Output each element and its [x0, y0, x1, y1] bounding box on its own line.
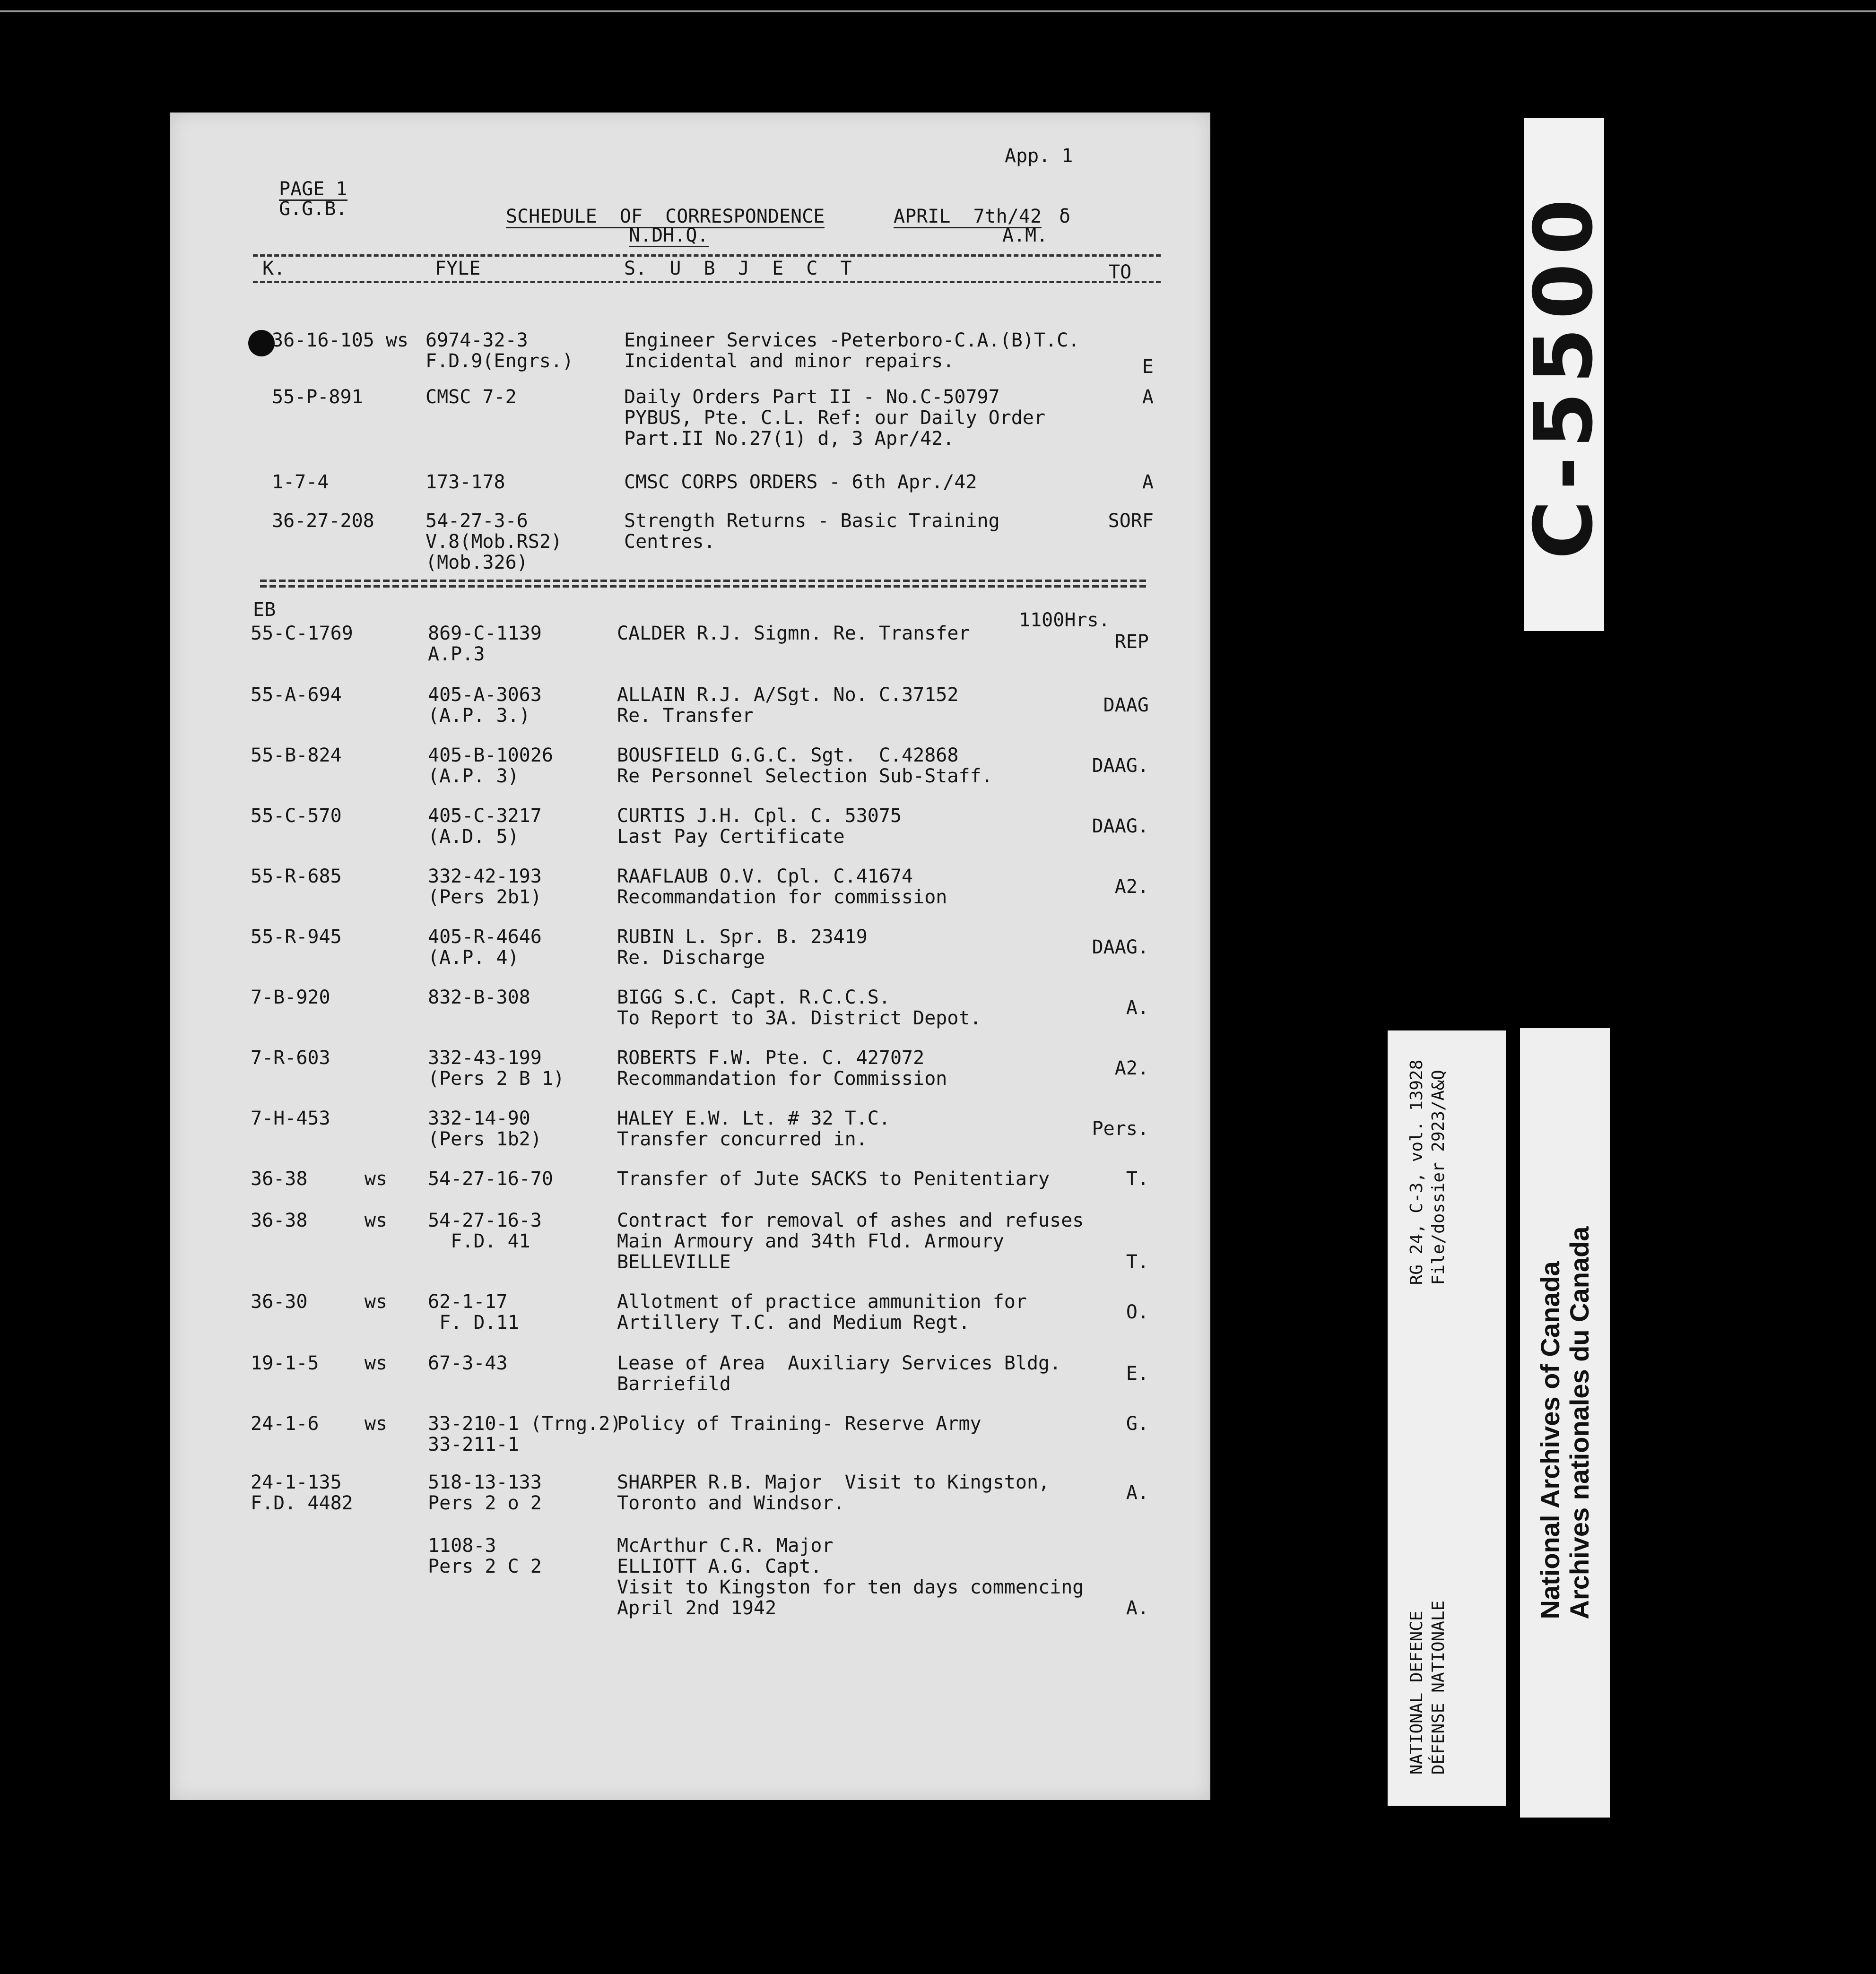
entry-addressee: A.	[1126, 997, 1149, 1019]
archive-reference-line2: File/dossier 2923/A&Q	[1429, 1070, 1448, 1285]
entry-addressee: A	[1142, 386, 1154, 408]
entry-subject: Re. Discharge	[617, 947, 765, 969]
entry-file-number: 7-B-920	[251, 987, 330, 1008]
entry-fyle: 173-178	[426, 471, 505, 493]
national-archives-french: Archives nationales du Canada	[1564, 1226, 1594, 1619]
archive-reference-stamp	[1388, 1030, 1506, 1806]
entry-addressee: G.	[1126, 1413, 1149, 1435]
entry-subject: Allotment of practice ammunition for	[617, 1291, 1027, 1313]
entry-file-number: 1-7-4	[272, 471, 329, 493]
entry-subject: Centres.	[624, 531, 715, 553]
entry-subject: Incidental and minor repairs.	[624, 350, 955, 372]
entry-fyle: (Pers 2 B 1)	[428, 1068, 565, 1090]
entry-fyle: F. D.11	[428, 1312, 519, 1333]
entry-fyle: V.8(Mob.RS2)	[426, 531, 562, 553]
film-border-rule	[0, 10, 1876, 12]
entry-addressee: DAAG.	[1092, 755, 1149, 777]
entry-subject: Artillery T.C. and Medium Regt.	[617, 1312, 970, 1333]
entry-subject: CALDER R.J. Sigmn. Re. Transfer	[617, 623, 970, 644]
entry-subject: Recommandation for Commission	[617, 1068, 947, 1090]
entry-fyle: CMSC 7-2	[426, 386, 517, 408]
entry-fyle: 405-C-3217	[428, 805, 542, 827]
entry-fyle: (A.P. 4)	[428, 947, 519, 969]
entry-subject: Visit to Kingston for ten days commencing	[617, 1576, 1084, 1598]
column-header-to: TO	[1109, 261, 1132, 283]
header-rule-top	[253, 254, 1161, 257]
entry-file-number: 55-R-945	[251, 926, 342, 948]
entry-subject: Part.II No.27(1) d, 3 Apr/42.	[624, 428, 955, 450]
entry-fyle: 332-43-199	[428, 1047, 542, 1069]
entry-addressee: DAAG	[1103, 694, 1149, 716]
entry-file-number: 55-B-824	[251, 745, 342, 766]
entry-fyle: F.D. 41	[428, 1230, 530, 1252]
entry-file-number: 55-C-1769	[251, 623, 353, 644]
entry-fyle: Pers 2 o 2	[428, 1492, 542, 1514]
entry-fyle: 62-1-17	[428, 1291, 508, 1313]
entry-fyle: 33-211-1	[428, 1434, 519, 1455]
entry-addressee: Pers.	[1092, 1118, 1149, 1140]
entry-fyle: (Pers 2b1)	[428, 886, 542, 908]
entry-subject: To Report to 3A. District Depot.	[617, 1007, 981, 1029]
entry-file-number: 36-27-208	[272, 510, 374, 532]
entry-addressee: SORF	[1108, 510, 1154, 532]
entry-subject: BIGG S.C. Capt. R.C.C.S.	[617, 987, 890, 1008]
reel-number-strip	[1517, 118, 1611, 631]
entry-subject: ELLIOTT A.G. Capt.	[617, 1556, 822, 1577]
entry-fyle: (A.P. 3)	[428, 765, 519, 787]
reel-number: C-5500	[1517, 190, 1611, 559]
entry-file-number: 36-38 ws	[251, 1210, 387, 1231]
entry-addressee: A2.	[1114, 876, 1149, 898]
entry-fyle: (A.P. 3.)	[428, 705, 530, 727]
entry-subject: Lease of Area Auxiliary Services Bldg.	[617, 1352, 1061, 1374]
entry-file-number: 55-P-891	[272, 386, 363, 408]
entry-fyle: 1108-3	[428, 1535, 496, 1557]
entry-subject: Transfer of Jute SACKS to Penitentiary	[617, 1168, 1050, 1190]
entry-file-number: 24-1-6 ws	[251, 1413, 387, 1435]
entry-fyle: F.D.9(Engrs.)	[426, 350, 574, 372]
entry-fyle: 54-27-16-70	[428, 1168, 553, 1190]
entry-addressee: A2.	[1114, 1057, 1149, 1079]
initials: G.G.B.	[279, 198, 347, 220]
entry-subject: Main Armoury and 34th Fld. Armoury	[617, 1230, 1004, 1252]
entry-fyle: 6974-32-3	[426, 329, 528, 351]
column-header-subject: S. U B J E C T	[624, 258, 852, 279]
entry-subject: Strength Returns - Basic Training	[624, 510, 1000, 532]
time-of-day: A.M.	[1002, 225, 1048, 246]
entry-subject: ALLAIN R.J. A/Sgt. No. C.37152	[617, 684, 959, 706]
date-mark: δ	[1059, 206, 1071, 227]
defence-stamp-line2: DÉFENSE NATIONALE	[1429, 1600, 1448, 1775]
section-time: 1100Hrs.	[1019, 609, 1110, 631]
defence-stamp-line1: NATIONAL DEFENCE	[1407, 1610, 1426, 1775]
entry-subject: Re Personnel Selection Sub-Staff.	[617, 765, 993, 787]
source-office: N.DH.Q.	[629, 225, 709, 246]
entry-subject: Transfer concurred in.	[617, 1128, 868, 1150]
entry-addressee: T.	[1126, 1168, 1149, 1190]
section-separator	[260, 580, 1149, 590]
national-archives-english: National Archives of Canada	[1535, 1261, 1565, 1619]
section-marker: EB	[253, 599, 276, 621]
entry-subject: HALEY E.W. Lt. # 32 T.C.	[617, 1108, 890, 1129]
punch-hole	[248, 330, 275, 356]
entry-subject: Barriefild	[617, 1373, 731, 1395]
entry-subject: Engineer Services -Peterboro-C.A.(B)T.C.	[624, 329, 1080, 351]
entry-fyle: 405-B-10026	[428, 745, 553, 766]
entry-subject: CMSC CORPS ORDERS - 6th Apr./42	[624, 471, 977, 493]
entry-subject: Last Pay Certificate	[617, 826, 845, 848]
document-title: SCHEDULE OF CORRESPONDENCE	[506, 206, 825, 227]
document-page	[170, 113, 1210, 1800]
entry-fyle: 869-C-1139	[428, 623, 542, 644]
entry-subject: SHARPER R.B. Major Visit to Kingston,	[617, 1472, 1050, 1493]
entry-fyle: 405-R-4646	[428, 926, 542, 948]
header-rule-bottom	[253, 281, 1161, 283]
entry-fyle: 54-27-16-3	[428, 1210, 542, 1231]
document-date: APRIL 7th/42	[894, 206, 1042, 227]
archive-reference-line1: RG 24, C-3, vol. 13928	[1407, 1059, 1426, 1285]
entry-subject: BOUSFIELD G.G.C. Sgt. C.42868	[617, 745, 959, 766]
entry-fyle: (Mob.326)	[426, 552, 528, 573]
entry-subject: Policy of Training- Reserve Army	[617, 1413, 981, 1435]
entry-fyle: 332-14-90	[428, 1108, 530, 1129]
entry-file-number: 36-38 ws	[251, 1168, 387, 1190]
entry-subject: PYBUS, Pte. C.L. Ref: our Daily Order	[624, 407, 1046, 429]
entry-subject: April 2nd 1942	[617, 1597, 777, 1619]
entry-file-number: 36-16-105 ws	[272, 329, 408, 351]
entry-fyle: Pers 2 C 2	[428, 1556, 542, 1577]
national-archives-stamp	[1520, 1028, 1610, 1818]
entry-fyle: 54-27-3-6	[426, 510, 528, 532]
entry-addressee: A.	[1126, 1597, 1149, 1619]
entry-fyle: 518-13-133	[428, 1472, 542, 1493]
entry-subject: ROBERTS F.W. Pte. C. 427072	[617, 1047, 925, 1069]
entry-addressee: DAAG.	[1092, 936, 1149, 958]
column-header-fyle: FYLE	[435, 258, 481, 279]
entry-addressee: A	[1142, 471, 1154, 493]
entry-file-number: 36-30 ws	[251, 1291, 387, 1313]
entry-file-number: 55-C-570	[251, 805, 342, 827]
entry-fyle: 405-A-3063	[428, 684, 542, 706]
entry-file-number: 55-A-694	[251, 684, 342, 706]
entry-fyle: (A.D. 5)	[428, 826, 519, 848]
entry-subject: BELLEVILLE	[617, 1251, 731, 1273]
column-header-k: K.	[262, 258, 286, 279]
entry-file-number: 24-1-135	[251, 1472, 342, 1493]
entry-fyle: 67-3-43	[428, 1352, 508, 1374]
entry-addressee: DAAG.	[1092, 815, 1149, 837]
page-number: PAGE 1	[279, 178, 347, 200]
entry-file-number: F.D. 4482	[251, 1492, 353, 1514]
entry-addressee: REP	[1114, 631, 1149, 653]
entry-file-number: 7-H-453	[251, 1108, 330, 1129]
entry-subject: McArthur C.R. Major	[617, 1535, 834, 1557]
entry-addressee: T.	[1126, 1251, 1149, 1273]
entry-subject: RAAFLAUB O.V. Cpl. C.41674	[617, 866, 913, 887]
entry-fyle: 332-42-193	[428, 866, 542, 887]
entry-addressee: E.	[1126, 1363, 1149, 1385]
entry-addressee: E	[1142, 356, 1154, 378]
entry-subject: Toronto and Windsor.	[617, 1492, 845, 1514]
entry-subject: Recommandation for commission	[617, 886, 947, 908]
entry-subject: CURTIS J.H. Cpl. C. 53075	[617, 805, 902, 827]
entry-addressee: O.	[1126, 1301, 1149, 1323]
entry-subject: Re. Transfer	[617, 705, 754, 727]
entry-subject: Contract for removal of ashes and refuses	[617, 1210, 1084, 1231]
entry-fyle: (Pers 1b2)	[428, 1128, 542, 1150]
entry-subject: RUBIN L. Spr. B. 23419	[617, 926, 868, 948]
entry-file-number: 55-R-685	[251, 866, 342, 887]
entry-addressee: A.	[1126, 1482, 1149, 1504]
entry-fyle: A.P.3	[428, 643, 485, 665]
entry-file-number: 19-1-5 ws	[251, 1352, 387, 1374]
entry-file-number: 7-R-603	[251, 1047, 330, 1069]
appendix-number: App. 1	[1005, 145, 1073, 167]
entry-fyle: 33-210-1 (Trng.2)	[428, 1413, 622, 1435]
entry-subject: Daily Orders Part II - No.C-50797	[624, 386, 1000, 408]
entry-fyle: 832-B-308	[428, 987, 530, 1008]
